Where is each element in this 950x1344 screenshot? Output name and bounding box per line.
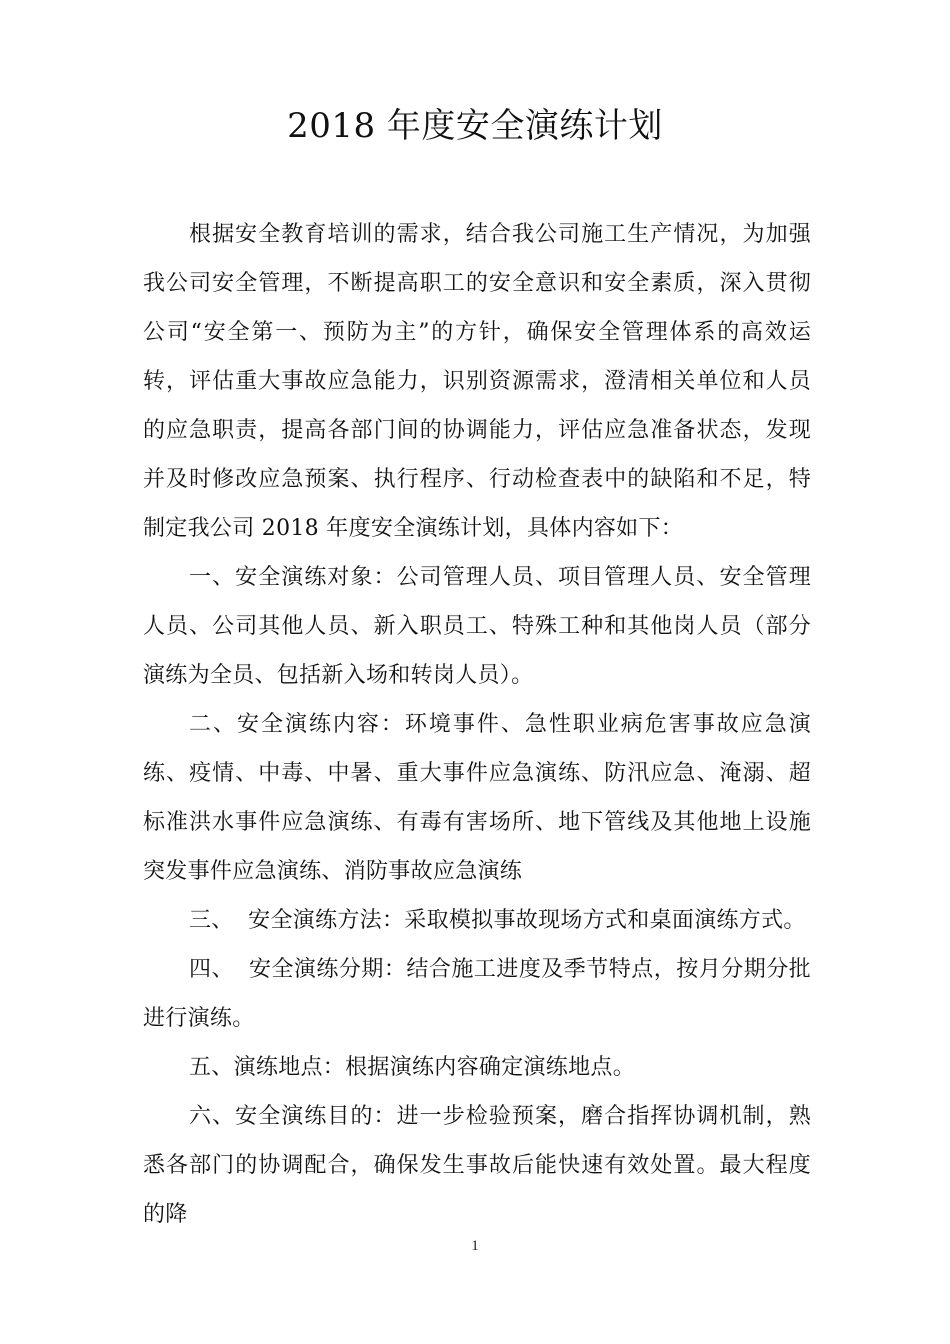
section-1-paragraph: 一、安全演练对象：公司管理人员、项目管理人员、安全管理人员、公司其他人员、新入职员工、特殊工种和其他岗人员（部分演练为全员、包括新入场和转岗人员）。 [143, 565, 811, 688]
section-6-paragraph: 六、安全演练目的：进一步检验预案，磨合指挥协调机制，熟悉各部门的协调配合，确保发生事故后能快速有效处置。最大程度的降 [143, 1104, 811, 1227]
document-title: 2018 年度安全演练计划 [287, 106, 663, 146]
document-body [143, 210, 811, 1239]
section-3-paragraph: 三、 安全演练方法：采取模拟事故现场方式和桌面演练方式。 [189, 908, 806, 933]
page-number: 1 [471, 1238, 479, 1254]
intro-paragraph: 根据安全教育培训的需求，结合我公司施工生产情况，为加强我公司安全管理，不断提高职工的安全意识和安全素质，深入贯彻公司“安全第一、预防为主”的方针，确保安全管理体系的高效运转，评估重大事故应急能力，识别资源需求，澄清相关单位和人员的应急职责，提高各部门间的协调能力，评估应急准备状态，发现并及时修改应急预案、执行程序、行动检查表中的缺陷和不足，特制定我公司 2018 年度安全演练计划，具体内容如下： [143, 222, 811, 541]
section-2-paragraph: 二、安全演练内容：环境事件、急性职业病危害事故应急演练、疫情、中毒、中暑、重大事件应急演练、防汛应急、淹溺、超标准洪水事件应急演练、有毒有害场所、地下管线及其他地上设施突发事件应急演练、消防事故应急演练 [143, 712, 811, 884]
section-4-paragraph: 四、 安全演练分期：结合施工进度及季节特点，按月分期分批进行演练。 [143, 957, 811, 1031]
section-5-paragraph: 五、演练地点：根据演练内容确定演练地点。 [189, 1055, 636, 1080]
